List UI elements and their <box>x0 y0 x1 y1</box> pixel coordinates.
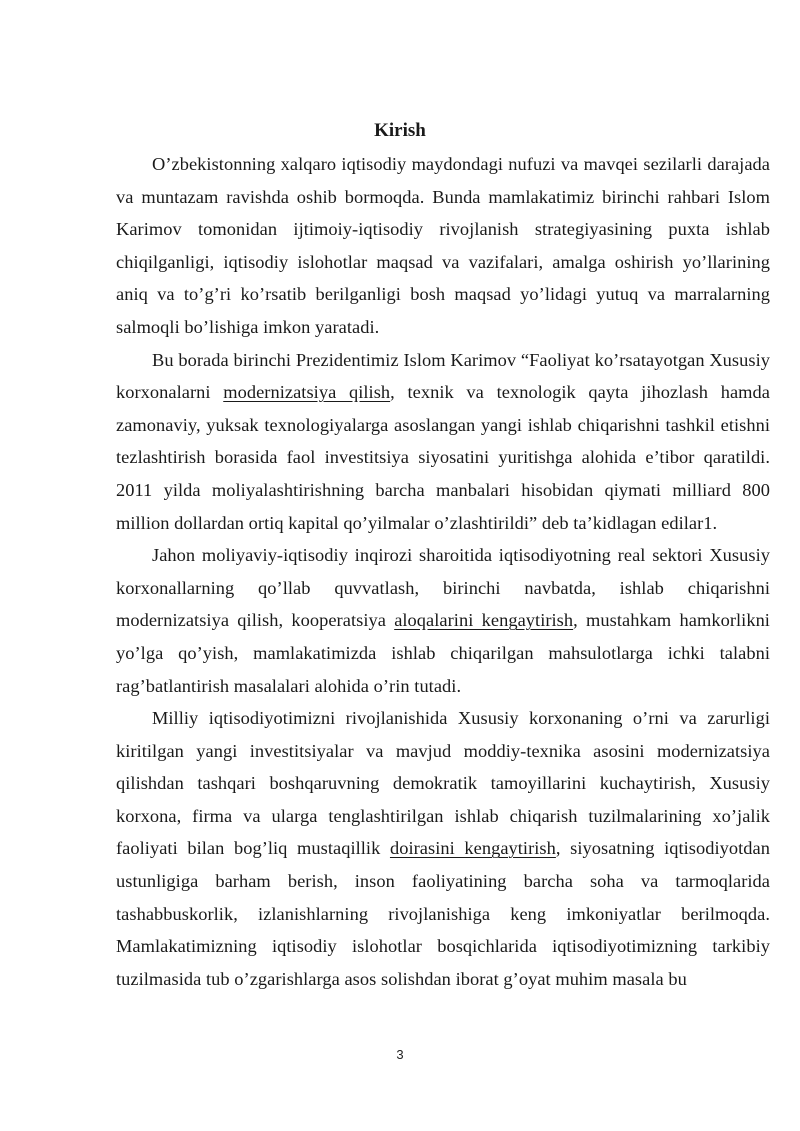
hyperlink-aloqalarini-kengaytirish[interactable]: aloqalarini kengaytirish <box>394 610 574 631</box>
page-number: 3 <box>396 1047 404 1062</box>
section-heading: Kirish <box>374 120 426 141</box>
paragraph-2 <box>116 344 770 540</box>
paragraph-text: O’zbekistonning xalqaro iqtisodiy maydondagi nufuzi va mavqei sezilarli darajada va muntazam ravishda oshib bormoqda. Bunda mamlakatimiz birinchi rahbari Islom Karimov tomonidan ijtimoiy-iqtisodiy rivojlanish strategiyasining puxta ishlab chiqilganligi, iqtisodiy islohotlar maqsad va vazifalari, amalga oshirish yo’llarining aniq va to’g’ri ko’rsatib berilganligi bosh maqsad yo’lidagi yutuq va marralarning salmoqli bo’lishiga imkon yaratadi. <box>116 154 770 337</box>
paragraph-text: , siyosatning iqtisodiyotdan ustunligiga barham berish, inson faoliyatining barcha soha va tarmoqlarida tashabbuskorlik, izlanishlarning rivojlanishiga keng imkoniyatlar berilmoqda. Mamlakatimizning iqtisodiy islohotlar bosqichlarida iqtisodiyotimizning tarkibiy tuzilmasida tub o’zgarishlarga asos solishdan iborat g’oyat muhim masala bu <box>116 838 771 989</box>
paragraph-text: , texnik va texnologik qayta jihozlash hamda zamonaviy, yuksak texnologiyalarga asoslangan yangi ishlab chiqarishni tashkil etishni tezlashtirish borasida faol investitsiya siyosatini yuritishga alohida e’tibor qaratildi. 2011 yilda moliyalashtirishning barcha manbalari hisobidan qiymati milliard 800 million dollardan ortiq kapital qo’yilmalar o’zlashtirildi” deb ta’kidlagan edilar1. <box>116 382 770 533</box>
paragraph-text: Jahon moliyaviy-iqtisodiy inqirozi sharoitida iqtisodiyotning real sektori Xususiy korxonallarning qo’llab quvvatlash, birinchi navbatda, ishlab chiqarishni modernizatsiya qilish, kooperatsiya <box>116 545 770 631</box>
paragraph-text: Bu borada birinchi Prezidentimiz Islom Karimov “Faoliyat ko’rsatayotgan Xususiy korxonalarni <box>116 349 770 403</box>
hyperlink-doirasini-kengaytirish[interactable]: doirasini kengaytirish <box>389 838 556 859</box>
paragraph-text: Milliy iqtisodiyotimizni rivojlanishida Xususiy korxonaning o’rni va zarurligi kiritilgan yangi investitsiyalar va mavjud moddiy-texnika asosini modernizatsiya qilishdan tashqari boshqaruvning demokratik tamoyillarini kuchaytirish, Xususiy korxona, firma va ularga tenglashtirilgan ishlab chiqarish tuzilmalarining xo’jalik faoliyati bilan bog’liq mustaqillik <box>116 708 770 859</box>
paragraph-1 <box>116 148 770 344</box>
hyperlink-modernizatsiya-qilish[interactable]: modernizatsiya qilish <box>223 382 391 403</box>
paragraph-3 <box>116 539 770 702</box>
document-body <box>116 148 770 995</box>
paragraph-4 <box>116 702 770 995</box>
paragraph-text: , mustahkam hamkorlikni yo’lga qo’yish, mamlakatimizda ishlab chiqarilgan mahsulotlarga ichki talabni rag’batlantirish masalalari alohida o’rin tutadi. <box>116 610 770 696</box>
